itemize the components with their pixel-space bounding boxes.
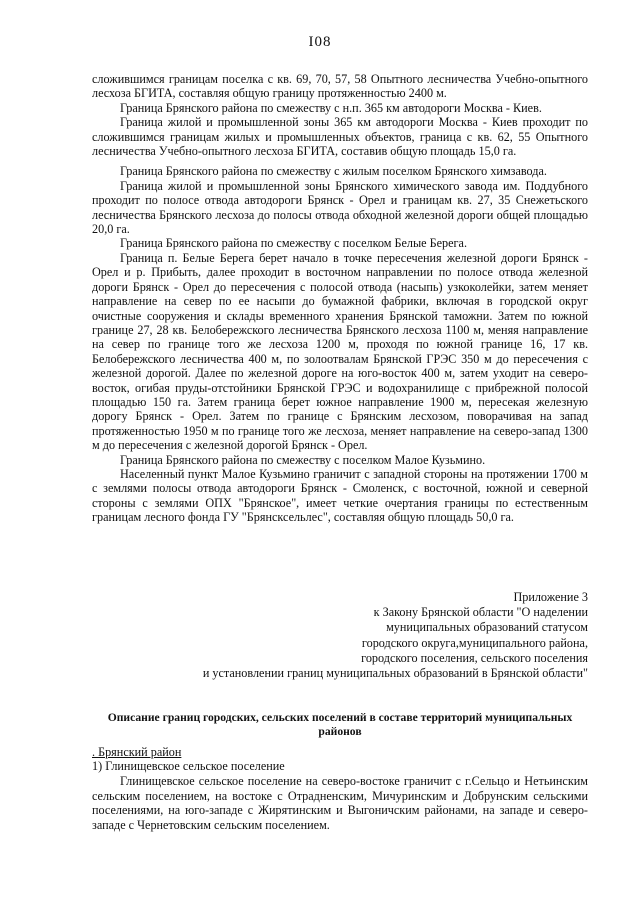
paragraph: Граница Брянского района по смежеству с жилым поселком Брянского химзавода. (120, 164, 547, 179)
paragraph: Граница жилой и промышленной зоны 365 км автодороги Москва - Киев проходит по сложившимся границам жилых и промышленных объектов, граница с кв. 62, 55 Опытного лесничества Учебно-опытного лесхоза БГИТА, составив общую площадь 15,0 га. (92, 115, 588, 159)
appendix-line: к Закону Брянской области "О наделении (373, 605, 588, 620)
appendix-line: городского округа,муниципального района, (361, 635, 588, 650)
paragraph: Граница п. Белые Берега берет начало в точке пересечения железной дороги Брянск - Орел и р. Прибыть, далее проходит в восточном направлении по полосе отвода железной дороги Брянск - Орел до пересечения с полосой отвода (насыпь) узкоколейки, затем меняет направление на север по ее насыпи до бумажной фабрики, включая в городской округ очистные сооружения и склады временного хранения Брянской таможни. Затем по южной границе 27, 28 кв. Белобережского лесничества Брянского лесхоза 1100 м, меняя направление на север по границе того же лесхоза 1200 м, проходя по южной границе 16, 17 кв. Белобережского лесничества 400 м, по золоотвалам Брянской ГРЭС 350 м до пересечения с железной дорогой. Далее по железной дороге на юго-восток 400 м, затем уходит на северо-восток, огибая пруды-отстойники Брянской ГРЭС и водохранилище с прибрежной полосой площадью 150 га. Затем граница берет южное направление 1900 м, пересекая железную дорогу Брянск - Орел. Затем по границе с Брянским лесхозом, поворачивая на запад протяженностью 1950 м по границе того же лесхоза, меняет направление на северо-запад 1300 м до пересечения с железной дорогой Брянск - Орел. (92, 250, 588, 453)
paragraph: Глинищевское сельское поселение на северо-востоке граничит с г.Сельцо и Нетьинским сельским поселением, на востоке с Отрадненским, Мичуринским и Добрунским сельскими поселениями, на юго-западе с Жирятинским и Выгоничским районами, на западе и северо-западе с Чернетовским сельским поселением. (92, 774, 588, 832)
paragraph: Граница Брянского района по смежеству с поселком Малое Кузьмино. (120, 452, 486, 467)
appendix-line: и установлении границ муниципальных образований в Брянской области" (202, 666, 588, 681)
paragraph: Граница Брянского района по смежеству с н.п. 365 км автодороги Москва - Киев. (120, 100, 542, 115)
page-number: I08 (308, 34, 332, 50)
paragraph: Населенный пункт Малое Кузьмино граничит с западной стороны на протяжении 1700 м с землями полосы отвода автодороги Брянск - Смоленск, с восточной, южной и северной стороны с землями ОПХ "Брянское", имеет четкие очертания границы по естественным границам лесного фонда ГУ "Брянсксельлес", составляя общую площадь 50,0 га. (92, 466, 588, 525)
appendix-heading (118, 590, 588, 681)
district-heading: . Брянский район (92, 745, 182, 759)
appendix-line: Приложение 3 (513, 590, 588, 604)
section-title: Описание границ городских, сельских поселений в составе территорий муниципальных районов (107, 711, 573, 738)
paragraph: сложившимся границам поселка с кв. 69, 70, 57, 58 Опытного лесничества Учебно-опытного лесхоза БГИТА, составляя общую границу протяженностью 2400 м. (92, 72, 588, 101)
appendix-line: муниципальных образований статусом (386, 620, 588, 635)
settlement-description (92, 774, 588, 832)
document-body (92, 72, 588, 525)
settlement-heading: 1) Глинищевское сельское поселение (92, 759, 285, 773)
paragraph: Граница жилой и промышленной зоны Брянского химического завода им. Поддубного проходит по полосе отвода автодороги Брянск - Орел и границам кв. 27, 35 Снежетьского лесничества Брянского лесхоза до полосы отвода обходной железной дороги общей площадью 20,0 га. (92, 178, 588, 237)
paragraph: Граница Брянского района по смежеству с поселком Белые Берега. (120, 236, 467, 251)
appendix-line: городского поселения, сельского поселения (361, 650, 588, 665)
